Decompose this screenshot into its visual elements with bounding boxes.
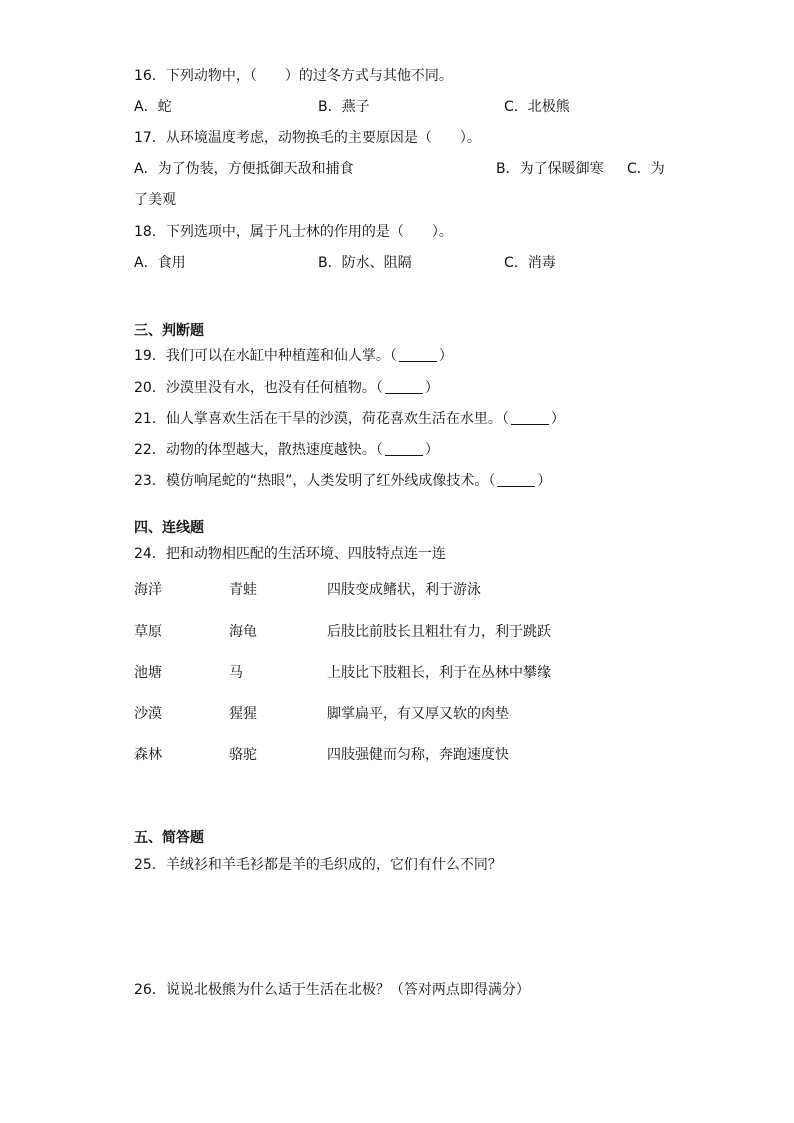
match-env[interactable]: 沙漠	[134, 706, 162, 722]
q16-stem-pre: 16．下列动物中，	[134, 68, 250, 84]
q23-answer-blank[interactable]	[497, 472, 535, 487]
match-trait[interactable]: 四肢变成鳍状，利于游泳	[327, 582, 481, 598]
match-animal[interactable]: 马	[229, 665, 243, 681]
q16-stem-post: 的过冬方式与其他不同。	[298, 68, 453, 84]
q16-option-a: A．蛇	[134, 99, 172, 115]
q20-text: 20．沙漠里没有水，也没有任何植物。（	[134, 380, 383, 396]
section-5-title: 五、简答题	[134, 830, 204, 846]
match-trait[interactable]: 上肢比下肢粗长，利于在丛林中攀缘	[327, 665, 551, 681]
q20	[134, 378, 439, 398]
q26-stem: 26．说说北极熊为什么适于生活在北极？（答对两点即得满分）	[134, 982, 530, 998]
match-trait[interactable]: 脚掌扁平，有又厚又软的肉垫	[327, 706, 509, 722]
q18-option-a: A．食用	[134, 255, 186, 271]
match-animal[interactable]: 猩猩	[229, 706, 257, 722]
q16-option-b: B．燕子	[318, 99, 370, 115]
q16-option-c: C．北极熊	[504, 99, 570, 115]
q17-option-c: C．为	[627, 161, 665, 177]
q20-close: ）	[424, 380, 439, 396]
q20-answer-blank[interactable]	[385, 379, 423, 394]
q17-option-a: A．为了伪装，方便抵御天敌和捕食	[134, 161, 354, 177]
q21-close: ）	[550, 411, 565, 427]
q19-close: ）	[438, 348, 453, 364]
q18-stem: 18．下列选项中，属于凡士林的作用的是（ ）。	[134, 224, 453, 240]
match-trait[interactable]: 后肢比前肢长且粗壮有力，利于跳跃	[327, 624, 551, 640]
match-env[interactable]: 池塘	[134, 665, 162, 681]
q23-close: ）	[537, 473, 552, 489]
q19	[134, 346, 453, 366]
match-trait[interactable]: 四肢强健而匀称，奔跑速度快	[327, 747, 509, 763]
q22-answer-blank[interactable]	[385, 441, 423, 456]
q21	[134, 409, 565, 429]
match-env[interactable]: 草原	[134, 624, 162, 640]
q16-paren: （ ）	[249, 68, 299, 84]
match-animal[interactable]: 骆驼	[229, 747, 257, 763]
q16-stem	[134, 66, 453, 86]
q18-option-b: B．防水、阻隔	[318, 255, 412, 271]
match-env[interactable]: 森林	[134, 747, 162, 763]
q17-stem: 17．从环境温度考虑，动物换毛的主要原因是（ ）。	[134, 130, 481, 146]
q21-text: 21．仙人掌喜欢生活在干旱的沙漠，荷花喜欢生活在水里。（	[134, 411, 509, 427]
q22	[134, 440, 439, 460]
q17-option-b: B．为了保暖御寒	[496, 161, 604, 177]
q23	[134, 471, 551, 491]
match-env[interactable]: 海洋	[134, 582, 162, 598]
q19-text: 19．我们可以在水缸中种植莲和仙人掌。（	[134, 348, 397, 364]
q18-option-c: C．消毒	[504, 255, 556, 271]
q19-answer-blank[interactable]	[399, 347, 437, 362]
q21-answer-blank[interactable]	[511, 410, 549, 425]
q17-option-c-wrap: 了美观	[134, 192, 176, 208]
q25-stem: 25．羊绒衫和羊毛衫都是羊的毛织成的，它们有什么不同？	[134, 857, 502, 873]
match-animal[interactable]: 青蛙	[229, 582, 257, 598]
section-3-title: 三、判断题	[134, 323, 204, 339]
section-4-title: 四、连线题	[134, 520, 204, 536]
q22-text: 22．动物的体型越大，散热速度越快。（	[134, 442, 383, 458]
q23-text: 23．模仿响尾蛇的“热眼”，人类发明了红外线成像技术。（	[134, 473, 496, 489]
match-animal[interactable]: 海龟	[229, 624, 257, 640]
q22-close: ）	[424, 442, 439, 458]
q24-stem: 24．把和动物相匹配的生活环境、四肢特点连一连	[134, 546, 446, 562]
